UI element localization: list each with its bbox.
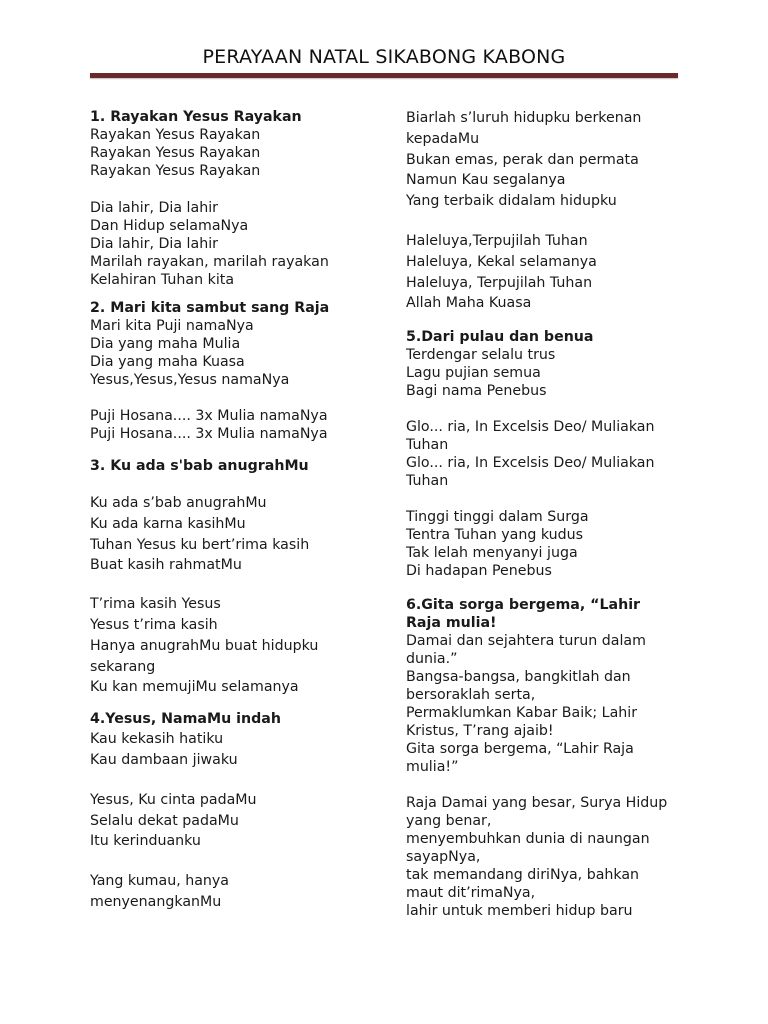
lyric-line: Itu kerinduanku xyxy=(90,833,201,850)
lyric-line: Permaklumkan Kabar Baik; Lahir Kristus, T’rang ajaib! xyxy=(406,705,642,740)
lyric-line: Lagu pujian semua xyxy=(406,365,541,382)
song-5-verse-2 xyxy=(406,418,681,490)
lyric-line: Kelahiran Tuhan kita xyxy=(90,272,235,288)
left-column xyxy=(90,108,360,913)
lyric-line: Bagi nama Penebus xyxy=(406,383,547,400)
lyric-line: Biarlah s’luruh hidupku berkenan kepadaMu xyxy=(406,110,646,147)
lyric-line: Haleluya, Kekal selamanya xyxy=(406,253,597,270)
song-6-heading: 6.Gita sorga bergema, “Lahir Raja mulia! xyxy=(406,597,641,632)
right-column xyxy=(406,108,706,920)
song-6-verse-2 xyxy=(406,794,672,920)
lyric-line: Tak lelah menyanyi juga xyxy=(406,545,578,562)
song-2-verse-2 xyxy=(90,407,360,443)
lyric-line: Rayakan Yesus Rayakan xyxy=(90,163,261,179)
song-5-verse-1 xyxy=(406,346,706,400)
song-3 xyxy=(90,457,360,698)
lyric-line: Tinggi tinggi dalam Surga xyxy=(406,509,589,526)
song-3-verse-2 xyxy=(90,594,360,698)
lyric-line: Haleluya, Terpujilah Tuhan xyxy=(406,274,593,291)
lyric-line: T’rima kasih Yesus xyxy=(90,596,221,613)
lyric-line: Bangsa-bangsa, bangkitlah dan bersoraklah serta, xyxy=(406,669,636,704)
song-1-verse-1 xyxy=(90,126,360,180)
lyric-line: Hanya anugrahMu buat hidupku sekarang xyxy=(90,637,323,675)
song-2-verse-1 xyxy=(90,317,360,389)
title-divider xyxy=(90,73,678,78)
lyric-line: Mari kita Puji namaNya xyxy=(90,318,254,334)
song-4-heading: 4.Yesus, NamaMu indah xyxy=(90,711,281,728)
song-5 xyxy=(406,328,706,580)
lyric-line: Dia lahir, Dia lahir xyxy=(90,200,218,216)
lyric-line: Rayakan Yesus Rayakan xyxy=(90,127,261,143)
lyric-line: Buat kasih rahmatMu xyxy=(90,557,242,574)
song-5-heading: 5.Dari pulau dan benua xyxy=(406,329,594,346)
song-4-verse-5 xyxy=(406,231,706,314)
lyric-line: Glo... ria, In Excelsis Deo/ Muliakan Tuhan xyxy=(406,455,659,490)
song-1-verse-2 xyxy=(90,199,360,289)
lyric-line: Yesus, Ku cinta padaMu xyxy=(90,791,257,808)
lyric-line: Yesus t’rima kasih xyxy=(90,616,218,633)
page-title: PERAYAAN NATAL SIKABONG KABONG xyxy=(202,46,566,68)
song-5-verse-3 xyxy=(406,508,706,580)
lyric-line: Ku ada s’bab anugrahMu xyxy=(90,495,267,511)
lyric-line: Namun Kau segalanya xyxy=(406,172,566,189)
lyric-line: Yang kumau, hanya menyenangkanMu xyxy=(90,873,234,910)
lyric-line: Glo... ria, In Excelsis Deo/ Muliakan Tuhan xyxy=(406,419,659,454)
lyric-line: Puji Hosana.... 3x Mulia namaNya xyxy=(90,408,328,424)
lyric-line: Kau kekasih hatiku xyxy=(90,731,224,748)
lyric-line: Tuhan Yesus ku bert’rima kasih xyxy=(90,536,310,553)
lyric-line: Kau dambaan jiwaku xyxy=(90,751,238,768)
lyric-line: Gita sorga bergema, “Lahir Raja mulia!” xyxy=(406,741,639,776)
lyric-line: Dia lahir, Dia lahir xyxy=(90,236,218,252)
song-3-verse-1 xyxy=(90,493,360,576)
lyric-line: Ku ada karna kasihMu xyxy=(90,515,246,532)
lyric-line: Haleluya,Terpujilah Tuhan xyxy=(406,232,588,249)
lyric-line: Dia yang maha Kuasa xyxy=(90,354,245,370)
lyric-line: Dan Hidup selamaNya xyxy=(90,218,249,234)
lyric-line: menyembuhkan dunia di naungan sayapNya, xyxy=(406,831,655,866)
lyric-line: Raja Damai yang besar, Surya Hidup yang benar, xyxy=(406,795,672,830)
song-4-continued xyxy=(406,108,706,314)
song-3-heading: 3. Ku ada s'bab anugrahMu xyxy=(90,458,309,474)
song-2 xyxy=(90,299,360,443)
song-4-verse-4 xyxy=(406,108,668,212)
lyric-line: Di hadapan Penebus xyxy=(406,563,552,580)
lyric-line: Damai dan sejahtera turun dalam dunia.” xyxy=(406,633,651,668)
lyric-line: Tentra Tuhan yang kudus xyxy=(406,527,584,544)
song-1 xyxy=(90,108,360,289)
lyric-line: Dia yang maha Mulia xyxy=(90,336,241,352)
song-4-verse-2 xyxy=(90,790,360,852)
song-2-heading: 2. Mari kita sambut sang Raja xyxy=(90,300,330,316)
song-4 xyxy=(90,710,360,913)
lyric-line: Ku kan memujiMu selamanya xyxy=(90,679,299,696)
lyric-line: Bukan emas, perak dan permata xyxy=(406,151,639,168)
lyric-line: tak memandang diriNya, bahkan maut dit’rimaNya, xyxy=(406,867,644,902)
lyric-line: lahir untuk memberi hidup baru xyxy=(406,903,633,920)
lyric-line: Allah Maha Kuasa xyxy=(406,295,532,312)
lyric-line: Selalu dekat padaMu xyxy=(90,812,239,829)
song-1-heading: 1. Rayakan Yesus Rayakan xyxy=(90,109,302,125)
lyric-line: Marilah rayakan, marilah rayakan xyxy=(90,254,329,270)
lyric-line: Puji Hosana.... 3x Mulia namaNya xyxy=(90,426,328,442)
song-4-verse-3 xyxy=(90,871,290,913)
lyric-line: Yesus,Yesus,Yesus namaNya xyxy=(90,372,290,388)
lyric-line: Rayakan Yesus Rayakan xyxy=(90,145,261,161)
song-6-verse-1 xyxy=(406,632,668,776)
song-6 xyxy=(406,596,672,920)
lyric-line: Terdengar selalu trus xyxy=(406,347,556,364)
lyric-line: Yang terbaik didalam hidupku xyxy=(406,193,617,210)
song-4-verse-1 xyxy=(90,729,360,771)
